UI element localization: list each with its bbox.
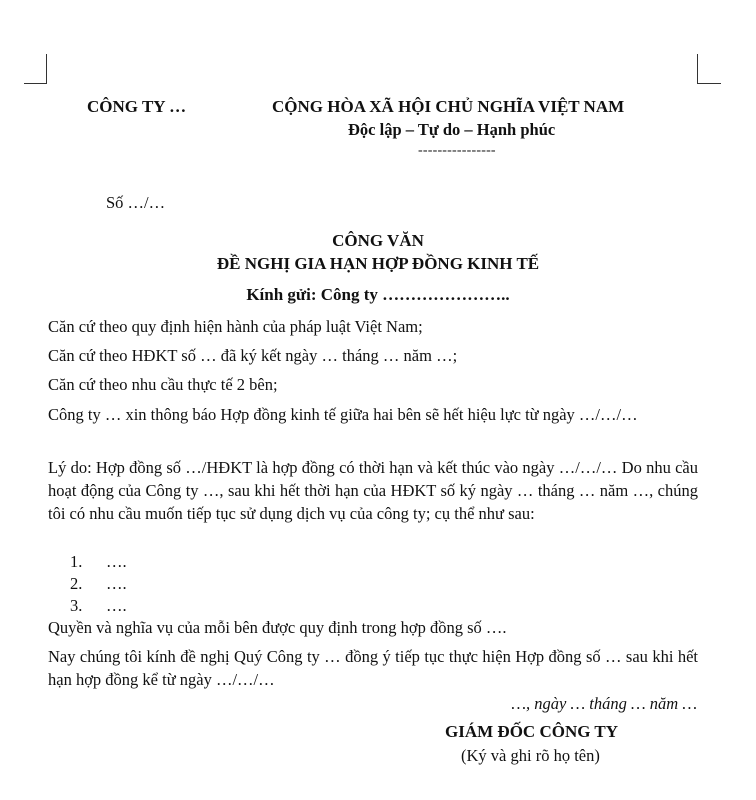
company-name: CÔNG TY … [87, 97, 187, 116]
national-title: CỘNG HÒA XÃ HỘI CHỦ NGHĨA VIỆT NAM [272, 97, 625, 116]
signature-date: …, ngày … tháng … năm … [511, 694, 697, 713]
header-separator: ---------------- [418, 143, 496, 158]
crop-mark-top-left-horizontal [24, 83, 47, 84]
paragraph-needs-basis: Căn cứ theo nhu cầu thực tế 2 bên; [48, 375, 278, 394]
list-item-number: 3. [70, 596, 83, 615]
crop-mark-top-left [46, 54, 47, 84]
document-title: ĐỀ NGHỊ GIA HẠN HỢP ĐỒNG KINH TẾ [216, 254, 540, 273]
document-number: Số …/… [106, 193, 166, 212]
paragraph-legal-basis: Căn cứ theo quy định hiện hành của pháp luật Việt Nam; [48, 317, 423, 336]
signature-note: (Ký và ghi rõ họ tên) [461, 746, 600, 765]
paragraph-notice: Công ty … xin thông báo Hợp đồng kinh tế giữa hai bên sẽ hết hiệu lực từ ngày …/…/… [48, 405, 638, 424]
list-item-number: 1. [70, 552, 83, 571]
crop-mark-top-right-horizontal [697, 83, 721, 84]
signature-title: GIÁM ĐỐC CÔNG TY [445, 722, 618, 741]
paragraph-request: Nay chúng tôi kính đề nghị Quý Công ty … đồng ý tiếp tục thực hiện Hợp đồng số … sau khi hết hạn hợp đồng kể từ ngày …/…/… [48, 647, 698, 689]
national-motto: Độc lập – Tự do – Hạnh phúc [348, 120, 556, 139]
paragraph-rights: Quyền và nghĩa vụ của mỗi bên được quy định trong hợp đồng số …. [48, 618, 507, 637]
document-type: CÔNG VĂN [332, 231, 424, 250]
list-item-text: …. [106, 552, 127, 571]
paragraph-contract-basis: Căn cứ theo HĐKT số … đã ký kết ngày … tháng … năm …; [48, 346, 458, 365]
list-item-number: 2. [70, 574, 83, 593]
recipient-line: Kính gửi: Công ty ………………….. [246, 285, 510, 304]
paragraph-reason: Lý do: Hợp đồng số …/HĐKT là hợp đồng có thời hạn và kết thúc vào ngày …/…/… Do nhu cầu hoạt động của Công ty …, sau khi hết thời hạn của HĐKT số ký ngày … tháng … năm …, chúng tôi có nhu cầu muốn tiếp tục sử dụng dịch vụ của công ty; cụ thể như sau: [48, 458, 698, 523]
list-item-text: …. [106, 574, 127, 593]
list-item-text: …. [106, 596, 127, 615]
crop-mark-top-right [697, 54, 698, 84]
